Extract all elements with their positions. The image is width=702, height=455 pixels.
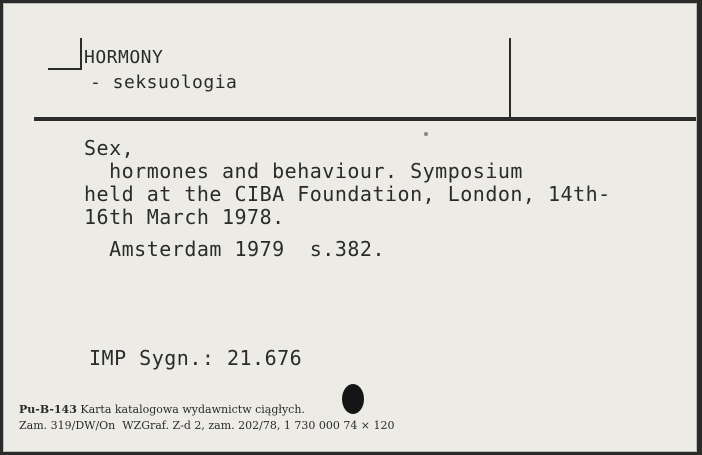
subheading: - seksuologia bbox=[90, 72, 238, 93]
punch-hole bbox=[342, 384, 364, 414]
form-id: Pu-B-143 bbox=[19, 403, 77, 416]
subject-heading: HORMONY bbox=[84, 47, 164, 68]
vertical-rule bbox=[509, 38, 511, 118]
footer-line-1-text: Karta katalogowa wydawnictw ciągłych. bbox=[80, 403, 305, 416]
footer-line-1 bbox=[19, 403, 305, 416]
footer-line-2: Zam. 319/DW/On WZGraf. Z-d 2, zam. 202/78, 1 730 000 74 × 120 bbox=[19, 419, 395, 432]
call-number: IMP Sygn.: 21.676 bbox=[89, 346, 303, 370]
entry-line-2: hormones and behaviour. Symposium bbox=[84, 159, 523, 183]
subject-underline bbox=[48, 68, 80, 70]
entry-line-1: Sex, bbox=[84, 136, 135, 160]
ink-dot bbox=[424, 132, 428, 136]
entry-line-5: Amsterdam 1979 s.382. bbox=[84, 237, 385, 261]
entry-line-4: 16th March 1978. bbox=[84, 205, 285, 229]
entry-line-3: held at the CIBA Foundation, London, 14th- bbox=[84, 182, 611, 206]
horizontal-rule bbox=[34, 117, 697, 121]
catalog-card bbox=[3, 3, 697, 452]
subject-tick bbox=[80, 38, 82, 70]
